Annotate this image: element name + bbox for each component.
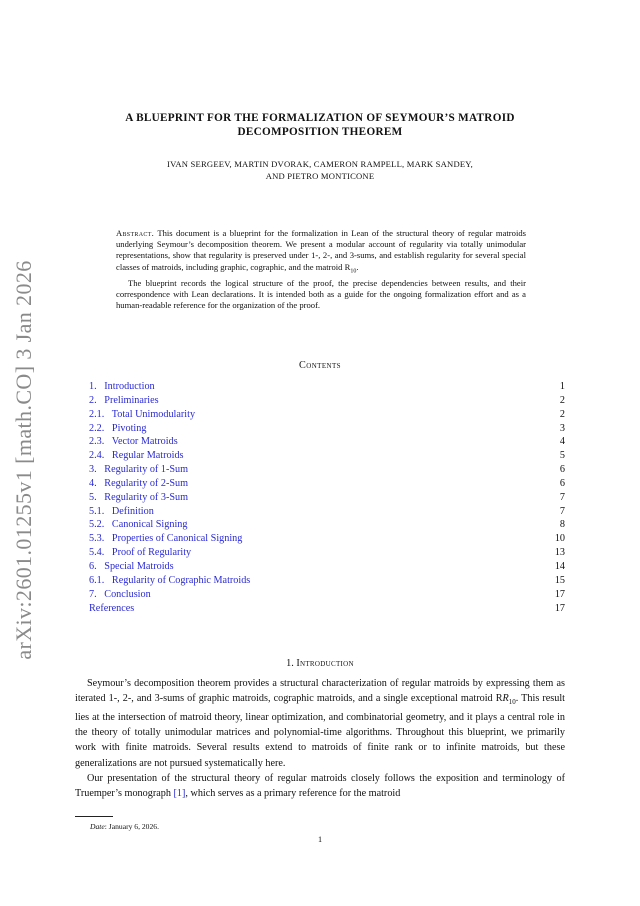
abstract-paragraph: The blueprint records the logical structure of the proof, the precise dependencies between results, and their correspondence with Lean declarations. It is intended both as a guide for the ongoing formalization effort and as a human-readable reference for the organization of the proof. xyxy=(116,277,526,310)
authors-line: AND PIETRO MONTICONE xyxy=(265,171,375,181)
footnote xyxy=(90,822,159,831)
footnote-key: Date xyxy=(90,822,105,831)
abstract-subscript: 10 xyxy=(350,268,357,275)
abstract-heading: Abstract. xyxy=(116,228,155,238)
title-line: A BLUEPRINT FOR THE FORMALIZATION OF SEYMOUR’S MATROID xyxy=(125,112,515,124)
toc-entry-link[interactable]: 5.1. Definition xyxy=(89,505,154,517)
toc-page-number: 1 xyxy=(559,381,565,392)
toc-page-number: 2 xyxy=(559,408,565,420)
body-subscript: 10 xyxy=(508,698,516,707)
abstract xyxy=(116,228,526,311)
body-paragraph: Seymour’s decomposition theorem provides a structural characterization of regular matroids by expressing them as iterated 1-, 2-, and 3-sums of graphic matroids, cographic matroids, and a single exceptional matroid $RR_{10}$. This result lies at the intersection of matroid theory, linear optimization, and combinatorial geometry, and it plays a central role in the theory of totally unimodular matrices and polynomial-time algorithms. Throughout this blueprint, we primarily work with finite matroids. Several results extend to matroids of finite rank or to infinite matroids, but these generalizations are not pursued systematically here. xyxy=(75,678,565,769)
contents-heading: Contents xyxy=(299,360,341,371)
body-text: Our presentation of the structural theory of regular matroids closely follows the exposition and terminology of Truemper’s monograph xyxy=(75,772,565,799)
toc-entry[interactable] xyxy=(89,546,565,560)
toc-entry[interactable] xyxy=(89,463,565,477)
section-heading xyxy=(0,658,640,669)
toc-entry[interactable] xyxy=(89,588,565,602)
toc-page-number: 7 xyxy=(559,491,565,503)
toc-entry-link[interactable]: 2.2. Pivoting xyxy=(89,422,147,434)
toc-page-number: 10 xyxy=(554,533,565,545)
toc-page-number: 3 xyxy=(559,422,565,434)
footnote-value: : January 6, 2026. xyxy=(104,822,159,831)
toc-entry-link[interactable]: 4. Regularity of 2-Sum xyxy=(89,477,189,489)
toc-entry-link[interactable]: 2.1. Total Unimodularity xyxy=(89,408,196,420)
body-text: Seymour’s decomposition theorem provides a structural characterization of regular matroids by expressing them as iterated 1-, 2-, and 3-sums of graphic matroids, cographic matroids, and a single exceptional matroid R xyxy=(75,678,565,705)
toc-page-number: 15 xyxy=(554,574,565,586)
toc-entry-link[interactable]: References xyxy=(89,602,135,614)
toc-page-number: 17 xyxy=(554,602,565,614)
toc-entry[interactable] xyxy=(89,408,565,422)
abstract-period: . xyxy=(356,261,359,272)
arxiv-stamp xyxy=(4,260,44,660)
toc-entry-link[interactable]: 5.4. Proof of Regularity xyxy=(89,547,192,559)
toc-entry-link[interactable]: 6.1. Regularity of Cographic Matroids xyxy=(89,574,251,586)
toc-page-number: 4 xyxy=(559,436,565,448)
toc-entry-link[interactable]: 5.2. Canonical Signing xyxy=(89,519,188,531)
toc-page-number: 2 xyxy=(559,394,565,406)
toc-page-number: 7 xyxy=(559,505,565,517)
toc-entry-link[interactable]: 2.4. Regular Matroids xyxy=(89,450,184,462)
toc-page-number: 5 xyxy=(559,450,565,462)
paper-title xyxy=(70,111,570,139)
section-number: 1. xyxy=(286,658,294,669)
toc-entry[interactable] xyxy=(89,380,565,394)
toc-entry[interactable] xyxy=(89,532,565,546)
toc-entry[interactable] xyxy=(89,449,565,463)
toc-page-number: 17 xyxy=(554,588,565,600)
authors-line: IVAN SERGEEV, MARTIN DVORAK, CAMERON RAMPELL, MARK SANDEY, xyxy=(167,159,473,169)
abstract-text: This document is a blueprint for the formalization in Lean of the structural theory of regular matroids underlying Seymour’s decomposition theorem. We present a modular account of regularity via totally unimodular representations, show that regularity is preserved under 1-, 2-, and 3-sums, and establish regularity for several special classes of matroids, including graphic, cographic, and the matroid R xyxy=(116,228,526,272)
toc-entry-link[interactable]: 3. Regularity of 1-Sum xyxy=(89,464,189,476)
table-of-contents xyxy=(89,380,565,615)
toc-entry[interactable] xyxy=(89,560,565,574)
toc-entry-link[interactable]: 7. Conclusion xyxy=(89,588,151,600)
citation-link[interactable]: [1] xyxy=(173,787,186,799)
toc-entry[interactable] xyxy=(89,394,565,408)
toc-entry[interactable] xyxy=(89,505,565,519)
page-number: 1 xyxy=(317,835,323,844)
toc-entry[interactable] xyxy=(89,422,565,436)
footnote-rule xyxy=(75,816,113,817)
body-text: , which serves as a primary reference for the matroid xyxy=(185,787,401,799)
toc-entry[interactable] xyxy=(89,518,565,532)
toc-entry-link[interactable]: 1. Introduction xyxy=(89,381,155,392)
toc-entry[interactable] xyxy=(89,574,565,588)
toc-entry[interactable] xyxy=(89,477,565,491)
title-line: DECOMPOSITION THEOREM xyxy=(237,126,403,138)
section-title: Introduction xyxy=(296,658,354,669)
toc-page-number: 14 xyxy=(554,560,565,572)
toc-entry[interactable] xyxy=(89,435,565,449)
toc-page-number: 8 xyxy=(559,519,565,531)
body-paragraph xyxy=(75,771,565,801)
toc-entry-link[interactable]: 5.3. Properties of Canonical Signing xyxy=(89,533,243,545)
section-body xyxy=(75,676,565,801)
toc-page-number: 6 xyxy=(559,477,565,489)
toc-entry[interactable] xyxy=(89,491,565,505)
toc-entry[interactable] xyxy=(89,602,565,616)
abstract-paragraph xyxy=(116,228,526,278)
toc-entry-link[interactable]: 2. Preliminaries xyxy=(89,394,159,406)
author-list xyxy=(90,158,550,182)
toc-entry-link[interactable]: 6. Special Matroids xyxy=(89,560,174,572)
toc-entry-link[interactable]: 5. Regularity of 3-Sum xyxy=(89,491,189,503)
toc-page-number: 13 xyxy=(554,547,565,559)
toc-page-number: 6 xyxy=(559,464,565,476)
arxiv-stamp-text: arXiv:2601.01255v1 [math.CO] 3 Jan 2026 xyxy=(11,260,36,660)
body-text: . This result lies at the intersection of matroid theory, linear optimization, and combinatorial geometry, and it plays a central role in the theory of totally unimodular matrices and polynomial-time algorithms. Throughout this blueprint, we primarily work with finite matroids. Several results extend to matroids of finite rank or to infinite matroids, but these generalizations are not pursued systematically here. xyxy=(75,693,565,769)
toc-entry-link[interactable]: 2.3. Vector Matroids xyxy=(89,436,178,448)
